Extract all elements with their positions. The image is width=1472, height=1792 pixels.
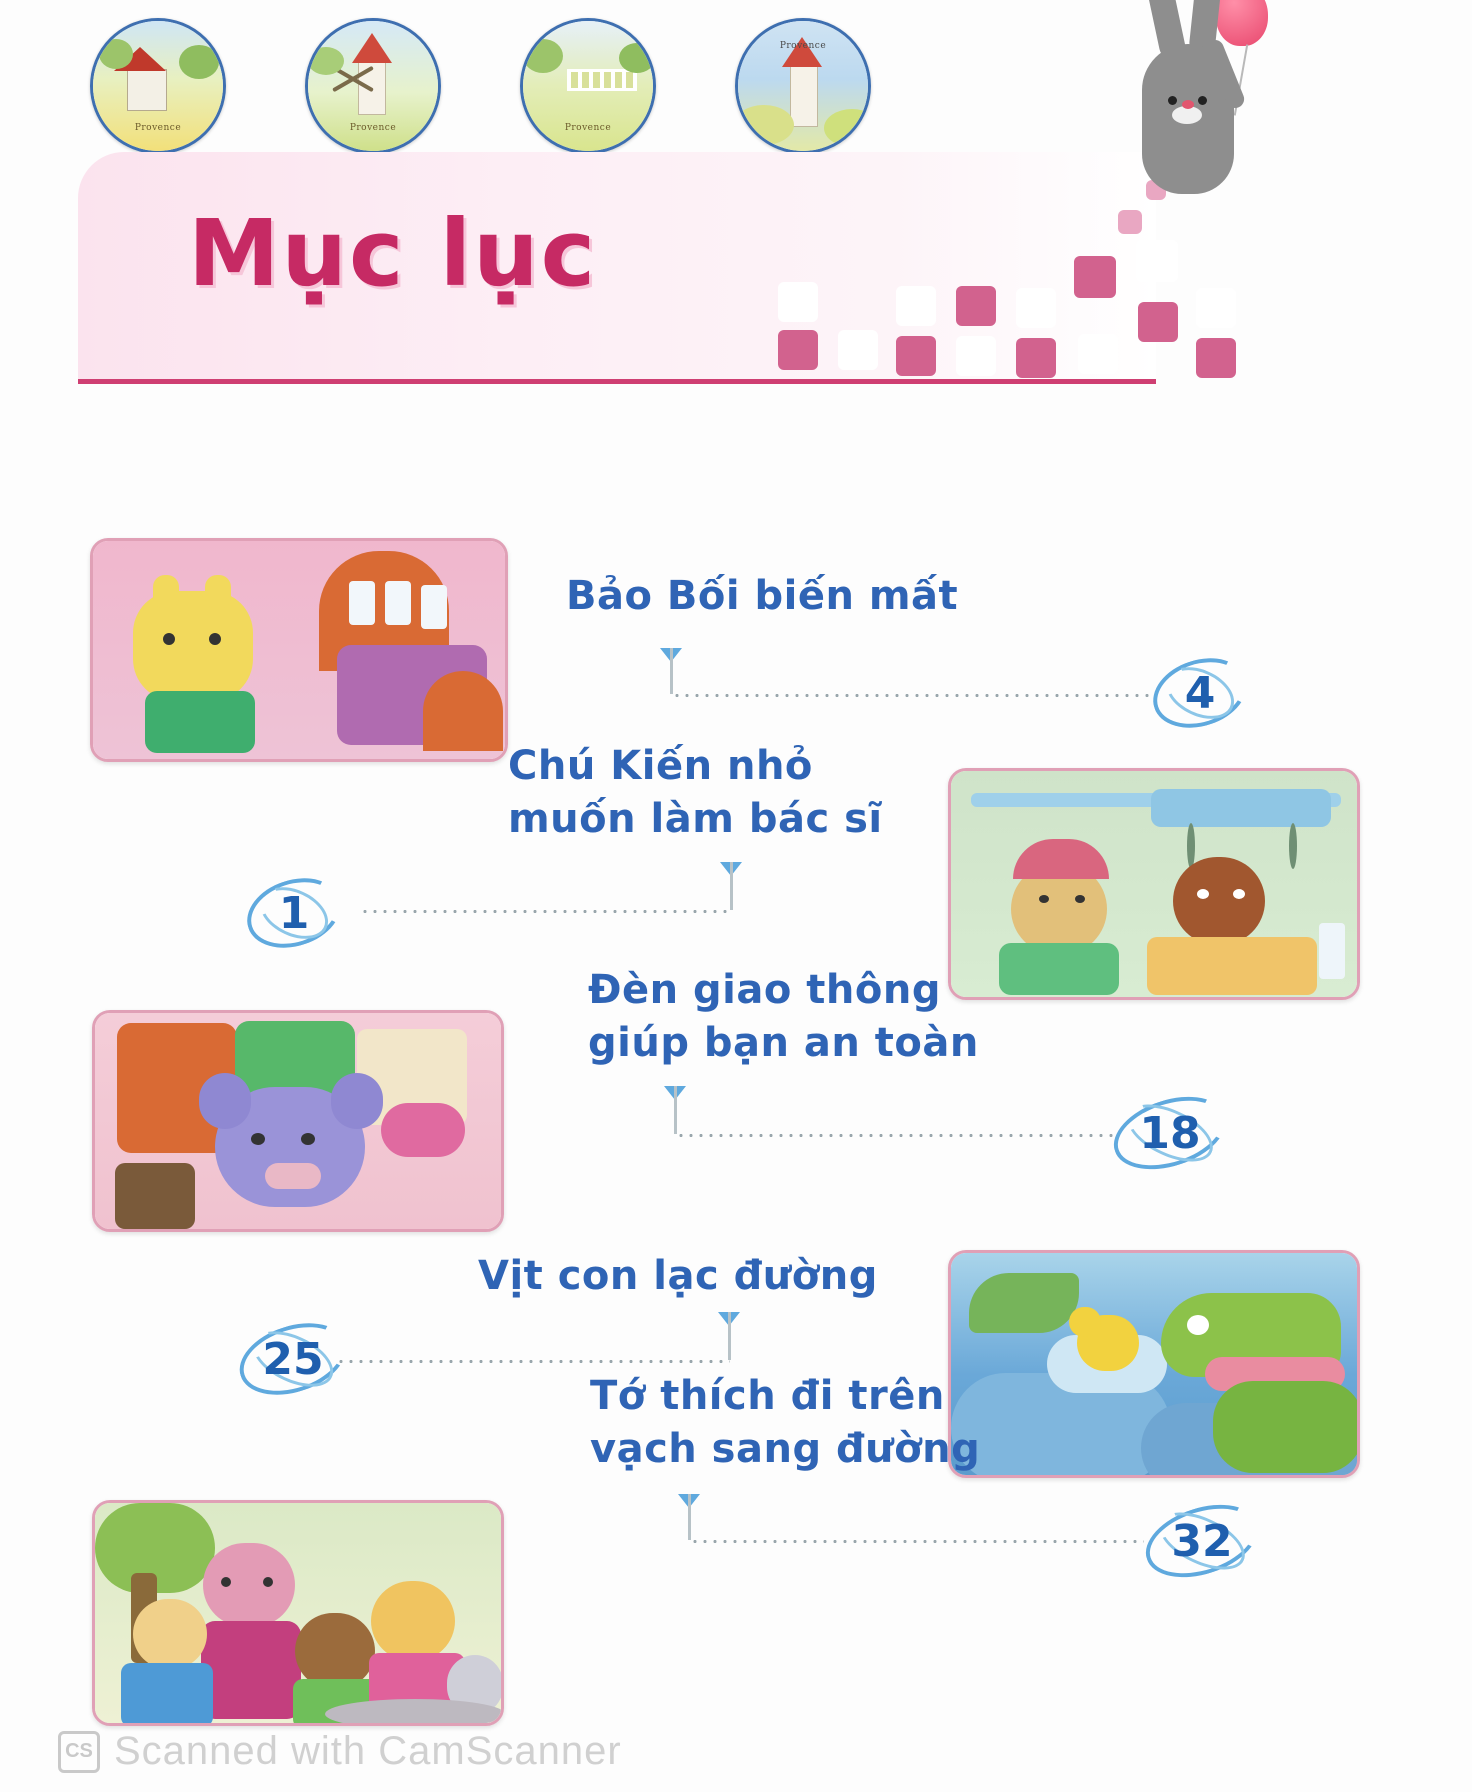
camscanner-badge: CS xyxy=(58,1731,100,1773)
entry-page-number-1[interactable]: 4 xyxy=(1152,660,1248,726)
deco-square xyxy=(1016,338,1056,378)
camscanner-watermark xyxy=(58,1729,622,1774)
entry-title-5: Tớ thích đi trên vạch sang đường xyxy=(590,1373,981,1472)
entry-leader-vline-5 xyxy=(688,1494,691,1540)
entry-thumbnail-3[interactable] xyxy=(92,1010,504,1232)
entry-page-number-2[interactable]: 1 xyxy=(246,880,342,946)
entry-thumbnail-1[interactable] xyxy=(90,538,508,762)
deco-circle-3 xyxy=(520,18,656,154)
camscanner-text: Scanned with CamScanner xyxy=(114,1729,622,1773)
entry-leader-dots-4 xyxy=(336,1360,730,1363)
entry-thumbnail-2[interactable] xyxy=(948,768,1360,1000)
entry-leader-dots-3 xyxy=(676,1134,1114,1137)
entry-title-4: Vịt con lạc đường xyxy=(478,1253,878,1299)
entry-thumbnail-4[interactable] xyxy=(948,1250,1360,1478)
entry-page-number-4[interactable]: 25 xyxy=(238,1326,348,1392)
entry-leader-dots-1 xyxy=(672,694,1150,697)
deco-circle-label: Provence xyxy=(134,123,182,133)
deco-circle-2 xyxy=(305,18,441,154)
balloon-icon xyxy=(1216,0,1268,46)
entry-leader-vline-1 xyxy=(670,648,673,694)
entry-page-number-3[interactable]: 18 xyxy=(1112,1100,1228,1166)
rabbit-eye-right xyxy=(1198,96,1207,105)
deco-square xyxy=(956,286,996,326)
entry-page-number-5[interactable]: 32 xyxy=(1144,1508,1260,1574)
entry-leader-vline-3 xyxy=(674,1086,677,1134)
deco-square xyxy=(778,330,818,370)
deco-square xyxy=(838,330,878,370)
rabbit-nose xyxy=(1182,100,1194,109)
decorative-circle-strip xyxy=(90,8,910,158)
deco-square xyxy=(1016,288,1056,328)
title-banner xyxy=(78,152,1156,384)
deco-circle-4 xyxy=(735,18,871,154)
entry-leader-vline-4 xyxy=(728,1312,731,1360)
deco-square xyxy=(896,336,936,376)
deco-square xyxy=(1078,334,1118,374)
deco-circle-label: Provence xyxy=(779,41,827,51)
deco-square xyxy=(778,282,818,322)
entry-leader-vline-2 xyxy=(730,862,733,910)
entry-title-2: Chú Kiến nhỏ muốn làm bác sĩ xyxy=(508,743,883,842)
deco-circle-1 xyxy=(90,18,226,154)
deco-square xyxy=(1074,256,1116,298)
entry-thumbnail-5[interactable] xyxy=(92,1500,504,1726)
entry-leader-dots-2 xyxy=(360,910,732,913)
entry-title-1: Bảo Bối biến mất xyxy=(566,573,959,619)
deco-square xyxy=(956,336,996,376)
deco-square xyxy=(896,286,936,326)
rabbit-eye-left xyxy=(1168,96,1177,105)
page-title: Mục lục xyxy=(188,200,598,307)
deco-circle-label: Provence xyxy=(564,123,612,133)
entry-leader-dots-5 xyxy=(690,1540,1144,1543)
deco-circle-label: Provence xyxy=(349,123,397,133)
deco-square xyxy=(1138,302,1178,342)
deco-square xyxy=(1196,338,1236,378)
rabbit-illustration xyxy=(1120,0,1330,280)
deco-square xyxy=(1196,288,1236,328)
entry-title-3: Đèn giao thông giúp bạn an toàn xyxy=(588,967,979,1066)
